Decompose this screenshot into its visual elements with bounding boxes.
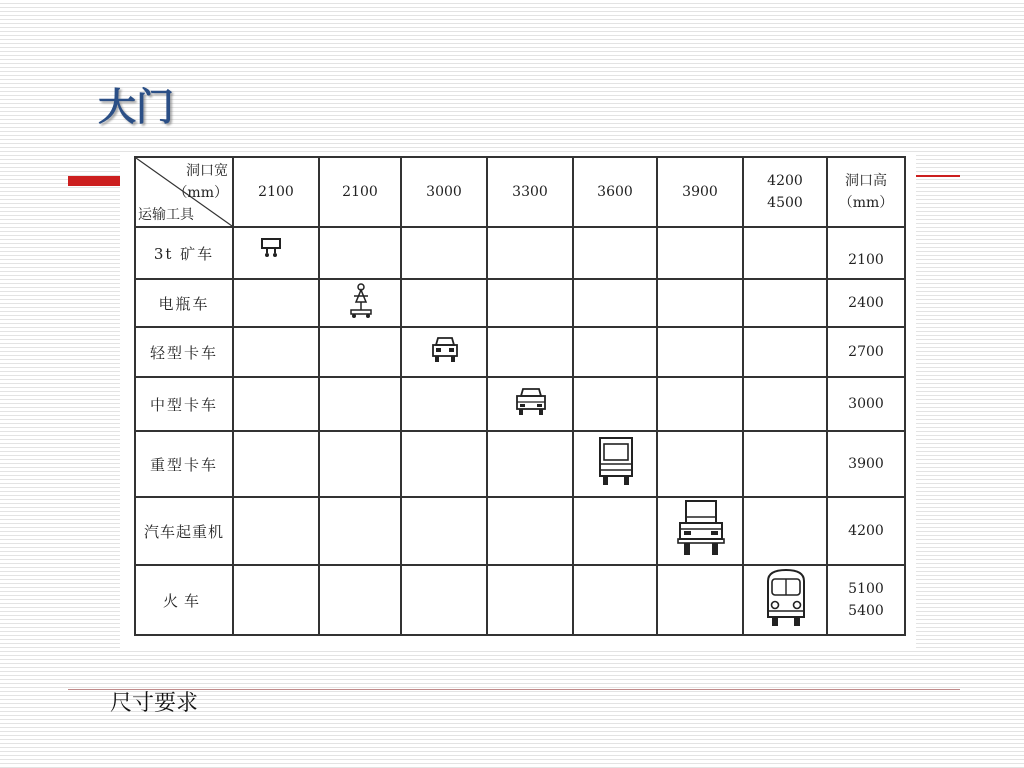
tool-label: 3t 矿车: [135, 227, 233, 279]
width-header-cell: 3900: [657, 157, 743, 227]
battery-car-icon: [348, 282, 374, 320]
table-cell: [573, 327, 657, 377]
table-cell: [487, 497, 573, 565]
height-cell: 5100 5400: [827, 565, 905, 635]
table-cell: [401, 497, 487, 565]
table-cell: [743, 565, 827, 635]
mine-cart-icon: [260, 236, 282, 258]
height-cell: 2700: [827, 327, 905, 377]
height-cell: 2100: [827, 227, 905, 279]
table-cell: [401, 279, 487, 327]
table-cell: [657, 565, 743, 635]
width-header-cell: 3000: [401, 157, 487, 227]
table-cell: [743, 279, 827, 327]
table-cell: [743, 497, 827, 565]
table-cell: [487, 327, 573, 377]
table-cell: [487, 279, 573, 327]
height-cell: 3900: [827, 431, 905, 497]
table-cell: [573, 377, 657, 431]
table-row: [135, 497, 905, 565]
table-cell: [233, 377, 319, 431]
table-cell: [401, 227, 487, 279]
table-cell: [233, 565, 319, 635]
table-cell: [319, 497, 401, 565]
tool-header-label: 运输工具: [138, 207, 194, 223]
divider-line: [68, 689, 960, 690]
width-header-cell: 2100: [233, 157, 319, 227]
table-cell: [401, 431, 487, 497]
table-cell: [233, 279, 319, 327]
table-row: [135, 227, 905, 279]
table-cell: [319, 327, 401, 377]
width-header-cell: 3300: [487, 157, 573, 227]
table-cell: [233, 497, 319, 565]
table-cell: [319, 565, 401, 635]
tool-label: 中型卡车: [135, 377, 233, 431]
table-cell: [573, 279, 657, 327]
caption: 尺寸要求: [110, 691, 199, 716]
accent-bar: [68, 176, 120, 186]
heavy-truck-icon: [596, 436, 636, 488]
accent-line: [916, 175, 960, 177]
table-cell: [487, 431, 573, 497]
table-cell: [319, 279, 401, 327]
truck-crane-icon: [676, 499, 726, 559]
width-header-cell: 2100: [319, 157, 401, 227]
dimension-table-figure: [120, 152, 916, 650]
tool-label: 汽车起重机: [135, 497, 233, 565]
table-cell: [743, 327, 827, 377]
table-cell: [573, 565, 657, 635]
tool-label: 轻型卡车: [135, 327, 233, 377]
height-cell: 4200: [827, 497, 905, 565]
table-cell: [743, 431, 827, 497]
table-cell: [743, 377, 827, 431]
table-row: [135, 431, 905, 497]
width-header-cell: 4200 4500: [743, 157, 827, 227]
table-cell: [573, 227, 657, 279]
table-cell: [657, 227, 743, 279]
table-cell: [657, 497, 743, 565]
tool-label: 重型卡车: [135, 431, 233, 497]
table-cell: [657, 377, 743, 431]
tool-label: 火车: [135, 565, 233, 635]
height-header-cell: 洞口高 （mm）: [827, 157, 905, 227]
light-truck-icon: [430, 335, 460, 365]
table-cell: [319, 431, 401, 497]
width-header-cell: 3600: [573, 157, 657, 227]
table-cell: [657, 327, 743, 377]
tool-label: 电瓶车: [135, 279, 233, 327]
table-cell: [401, 565, 487, 635]
table-cell: [657, 279, 743, 327]
table-cell: [743, 227, 827, 279]
table-cell: [487, 565, 573, 635]
table-cell: [319, 377, 401, 431]
table-row: [135, 327, 905, 377]
table-cell: [657, 431, 743, 497]
height-cell: 2400: [827, 279, 905, 327]
width-header-label: 洞口宽 （mm）: [173, 163, 228, 201]
table-cell: [401, 327, 487, 377]
table-cell: [401, 377, 487, 431]
slide-title: 大门: [98, 85, 175, 129]
corner-header-cell: [135, 157, 233, 227]
dimension-table: [134, 156, 906, 636]
table-row: [135, 565, 905, 635]
table-cell: [573, 497, 657, 565]
table-cell: [233, 327, 319, 377]
table-cell: [319, 227, 401, 279]
table-row: [135, 377, 905, 431]
table-cell: [233, 431, 319, 497]
table-cell: [573, 431, 657, 497]
table-cell: [487, 377, 573, 431]
header-row: [135, 157, 905, 227]
table-cell: [233, 227, 319, 279]
table-cell: [487, 227, 573, 279]
table-row: [135, 279, 905, 327]
train-icon: [762, 567, 810, 629]
height-cell: 3000: [827, 377, 905, 431]
medium-truck-icon: [514, 386, 548, 418]
